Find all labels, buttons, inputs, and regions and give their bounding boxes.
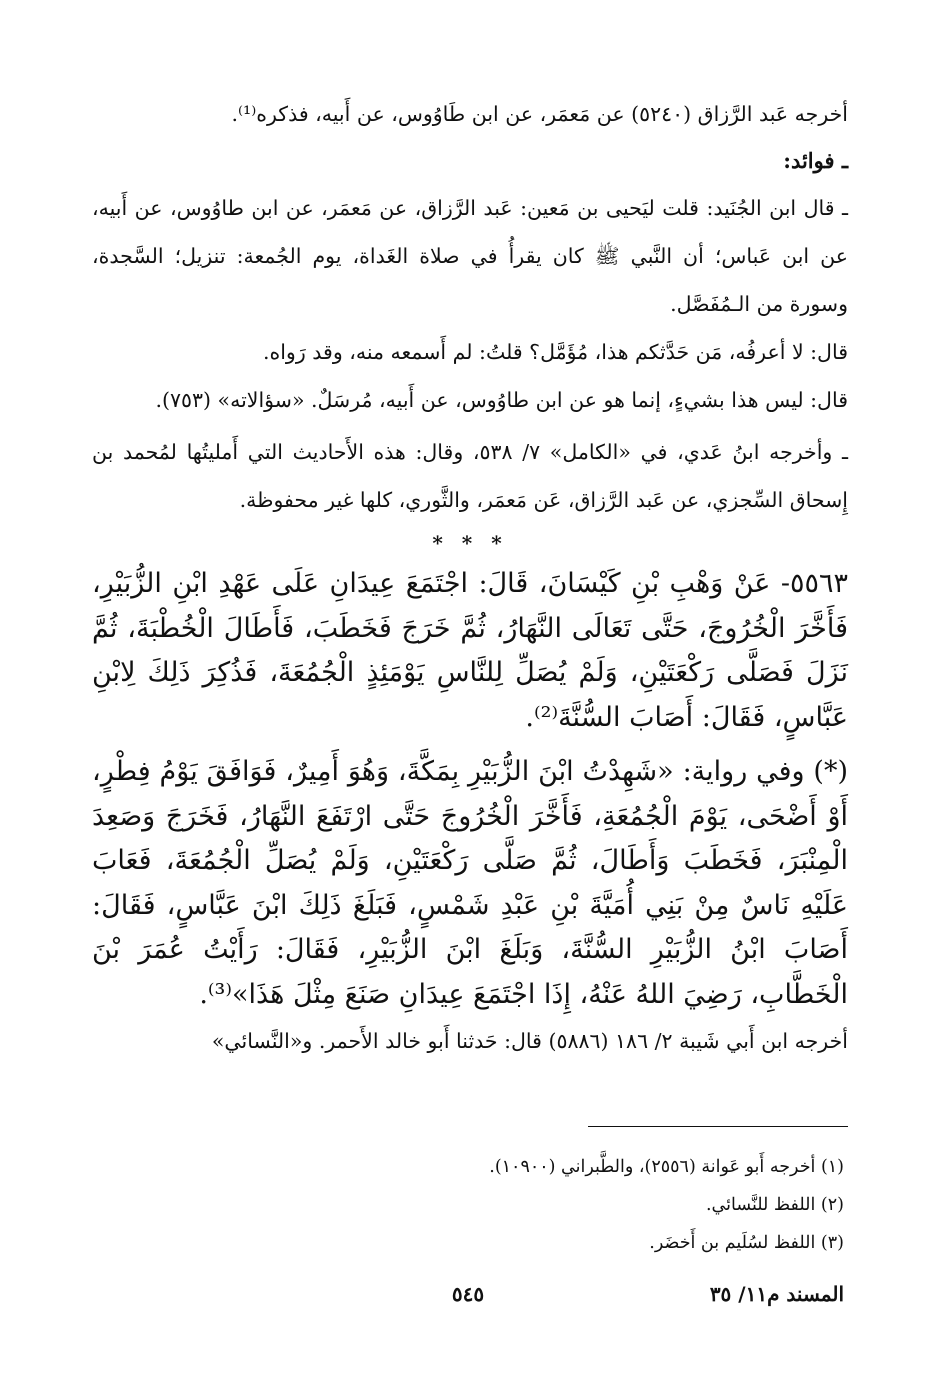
page-number: ٥٤٥ bbox=[451, 1282, 485, 1306]
footnote-divider bbox=[588, 1126, 848, 1127]
main-text bbox=[92, 90, 848, 1065]
section-separator: * * * bbox=[432, 531, 508, 555]
footnote: (١) أخرجه أَبو عَوانة (٢٥٥٦)، والطَّبراني (١٠٩٠٠). bbox=[489, 1157, 844, 1177]
footnote: (٢) اللفظ للنَّسائي. bbox=[705, 1195, 844, 1215]
footnote: (٣) اللفظ لسُلَيم بن أَخضَر. bbox=[649, 1233, 844, 1253]
footnotes bbox=[92, 1148, 844, 1262]
hadith-variant-text: (*) وفي رواية: «شَهِدْتُ ابْنَ الزُّبَيْرِ بِمَكَّةَ، وَهُوَ أَمِيرٌ، فَوَافَقَ يَوْمُ فِطْرٍ، أَوْ أَضْحَى، يَوْمَ الْجُمُعَةِ، فَأَخَّرَ الْخُرُوجَ حَتَّى ارْتَفَعَ النَّهَارُ، فَخَرَجَ وَصَعِدَ الْمِنْبَرَ، فَخَطَبَ وَأَطَالَ، ثُمَّ صَلَّى رَكْعَتَيْنِ، وَلَمْ يُصَلِّ الْجُمُعَةَ، فَعَابَ عَلَيْهِ نَاسٌ مِنْ بَنِي أُمَيَّةَ بْنِ عَبْدِ شَمْسٍ، فَبَلَغَ ذَلِكَ ابْنَ عَبَّاسٍ، فَقَالَ: أَصَابَ ابْنُ الزُّبَيْرِ السُّنَّةَ، وَبَلَغَ ابْنَ الزُّبَيْرِ، فَقَالَ: رَأَيْتُ عُمَرَ بْنَ الْخَطَّابِ، رَضِيَ اللهُ عَنْهُ، إِذَا اجْتَمَعَ عِيدَانِ صَنَعَ مِثْلَ هَذَا»⁽³⁾. bbox=[92, 756, 848, 1010]
page-footer bbox=[92, 1282, 844, 1318]
fawaid-heading: ـ فوائد: bbox=[783, 148, 848, 173]
commentary-paragraph: ـ قال ابن الجُنَيد: قلت ليَحيى بن مَعين: عَبد الرَّزاق، عن مَعمَر، عن ابن طاوُوس، عن أَبيه، عن ابن عَباس؛ أن النَّبي ﷺ كان يقرأُ في صلاة الغَداة، يوم الجُمعة: تنزيل؛ السَّجدة، وسورة من الـمُفَصَّل. bbox=[92, 196, 848, 316]
takhrij-paragraph: أخرجه ابن أَبي شَيبة ٢/ ١٨٦ (٥٨٨٦) قال: حَدثنا أَبو خالد الأَحمر. و«النَّسائي» bbox=[211, 1029, 848, 1053]
takhrij-paragraph: أخرجه عَبد الرَّزاق (٥٢٤٠) عن مَعمَر، عن ابن طَاوُوس، عن أَبيه، فذكره⁽¹⁾. bbox=[231, 102, 848, 126]
commentary-paragraph: قال: لا أعرفُه، مَن حَدَّثكم هذا، مُؤَمَّل؟ قلتُ: لم أَسمعه منه، وقد رَواه. bbox=[262, 340, 848, 364]
volume-signature: المسند م١١/ ٣٥ bbox=[709, 1282, 844, 1306]
hadith-text: ٥٥٦٣- عَنْ وَهْبِ بْنِ كَيْسَانَ، قَالَ: اجْتَمَعَ عِيدَانِ عَلَى عَهْدِ ابْنِ الزُّبَيْرِ، فَأَخَّرَ الْخُرُوجَ، حَتَّى تَعَالَى النَّهَارُ، ثُمَّ خَرَجَ فَخَطَبَ، فَأَطَالَ الْخُطْبَةَ، ثُمَّ نَزَلَ فَصَلَّى رَكْعَتَيْنِ، وَلَمْ يُصَلِّ لِلنَّاسِ يَوْمَئِذٍ الْجُمُعَةَ، فَذُكِرَ ذَلِكَ لِابْنِ عَبَّاسٍ، فَقَالَ: أَصَابَ السُّنَّةَ⁽²⁾. bbox=[92, 568, 848, 733]
commentary-paragraph: ـ وأخرجه ابنُ عَدي، في «الكامل» ٧/ ٥٣٨، وقال: هذه الأَحاديث التي أَمليتُها لمُحمد بن إِسحاق السِّجزي، عن عَبد الرَّزاق، عَن مَعمَر، والثَّوري، كلها غير محفوظة. bbox=[92, 440, 848, 512]
commentary-paragraph: قال: ليس هذا بشيءٍ، إنما هو عن ابن طاوُوس، عن أَبيه، مُرسَلٌ. «سؤالاته» (٧٥٣). bbox=[155, 388, 848, 412]
